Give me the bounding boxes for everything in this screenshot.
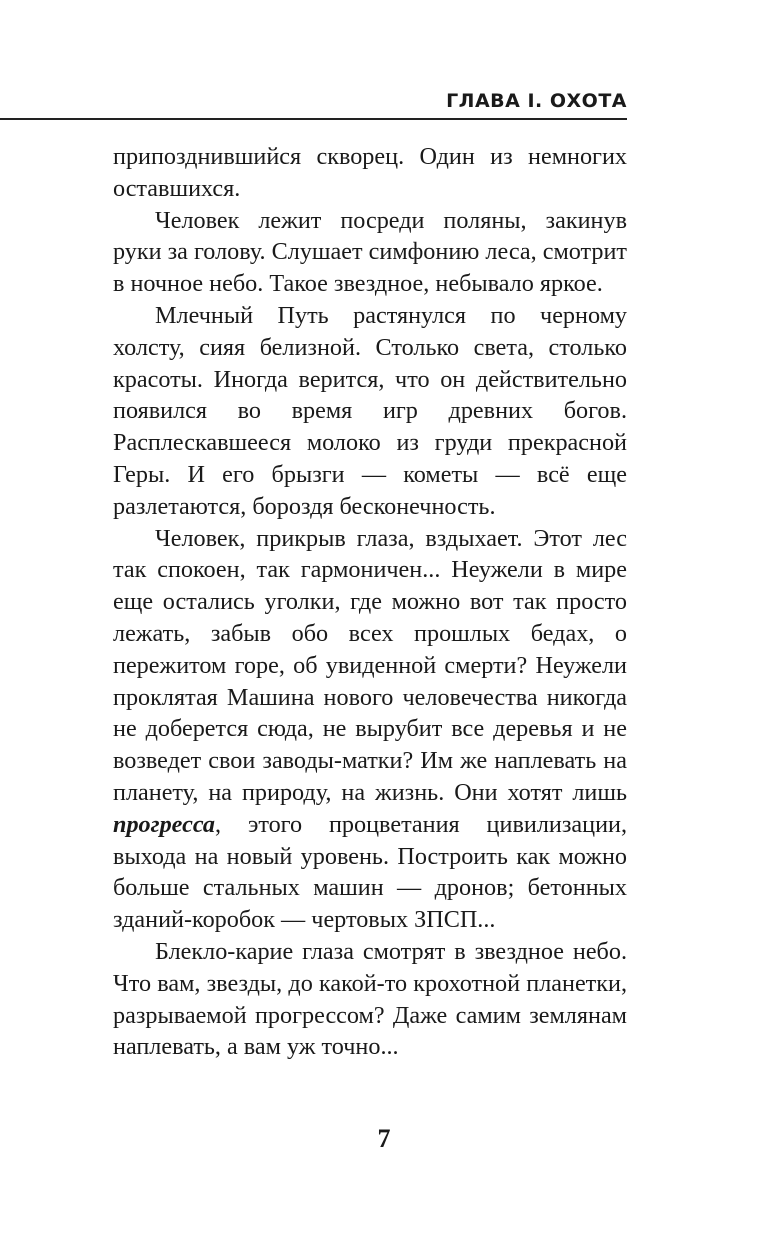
paragraph: припозднившийся скворец. Один из немногих оставшихся.	[113, 143, 627, 202]
paragraph	[113, 523, 627, 936]
paragraph: Человек лежит посреди поляны, закинув руки за голову. Слушает симфонию леса, смотрит в ночное небо. Такое звездное, небывало яркое.	[113, 206, 627, 298]
chapter-title: ГЛАВА I. ОХОТА	[446, 90, 627, 112]
emphasized-word: прогресса	[113, 810, 216, 838]
paragraph-text: Человек, прикрыв глаза, вздыхает. Этот лес так спокоен, так гармоничен... Неужели в мире еще остались уголки, где можно вот так просто лежать, забыв обо всех прошлых бедах, о пережитом горе, об увиденной смерти? Неужели проклятая Машина нового человечества никогда не доберется сюда, не вырубит все деревья и не возведет свои заводы-матки? Им же наплевать на планету, на природу, на жизнь. Они хотят лишь	[113, 524, 627, 806]
running-head	[0, 88, 627, 120]
page-number: 7	[377, 1124, 391, 1153]
paragraph: Млечный Путь растянулся по черному холсту, сияя белизной. Столько света, столько красоты. Иногда верится, что он действительно появился во время игр древних богов. Расплескавшееся молоко из груди прекрасной Геры. И его брызги — кометы — всё еще разлетаются, бороздя бесконечность.	[113, 301, 627, 520]
paragraph-text: , этого процветания цивилизации, выхода на новый уровень. Построить как можно больше стальных машин — дронов; бетонных зданий-коробок — чертовых ЗПСП...	[113, 810, 627, 934]
body-text	[113, 141, 627, 1063]
paragraph: Блекло-карие глаза смотрят в звездное небо. Что вам, звезды, до какой-то крохотной планетки, разрываемой прогрессом? Даже самим землянам наплевать, а вам уж точно...	[113, 937, 627, 1061]
